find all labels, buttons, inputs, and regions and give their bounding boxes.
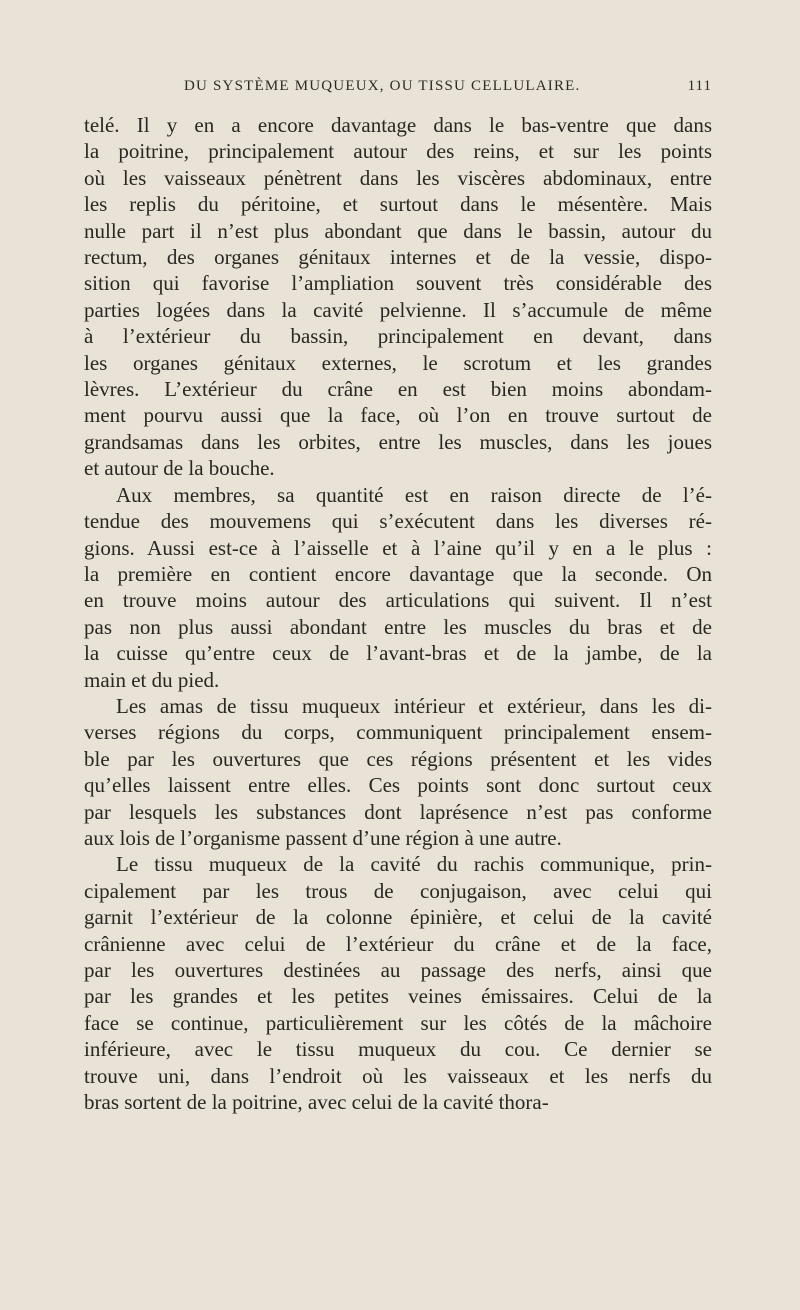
paragraph bbox=[84, 693, 712, 851]
text-line: tendue des mouvemens qui s’exécutent dans les diverses ré- bbox=[84, 509, 712, 534]
text-line: nulle part il n’est plus abondant que dans le bassin, autour du bbox=[84, 218, 712, 243]
text-line: verses régions du corps, communiquent principalement ensem- bbox=[84, 720, 712, 745]
text-line: Aux membres, sa quantité est en raison directe de l’é- bbox=[116, 482, 712, 507]
text-line: par les ouvertures destinées au passage des nerfs, ainsi que bbox=[84, 958, 712, 982]
text-line: les replis du péritoine, et surtout dans le mésentère. Mais bbox=[84, 192, 712, 217]
text-line: crânienne avec celui de l’extérieur du crâne et de la face, bbox=[84, 931, 712, 956]
text-line: et autour de la bouche. bbox=[84, 456, 275, 481]
text-line: la cuisse qu’entre ceux de l’avant-bras et de la jambe, de la bbox=[84, 641, 712, 666]
text-line: sition qui favorise l’ampliation souvent très considérable des bbox=[84, 271, 712, 296]
text-line: cipalement par les trous de conjugaison, avec celui qui bbox=[84, 878, 712, 903]
text-line: les organes génitaux externes, le scrotum et les grandes bbox=[84, 350, 712, 375]
text-line: ment pourvu aussi que la face, où l’on en trouve surtout de bbox=[84, 403, 712, 428]
text-line: face se continue, particulièrement sur les côtés de la mâchoire bbox=[84, 1010, 712, 1035]
text-line: où les vaisseaux pénètrent dans les viscères abdominaux, entre bbox=[84, 165, 712, 190]
page-header bbox=[84, 78, 712, 102]
text-line: lèvres. L’extérieur du crâne en est bien moins abondam- bbox=[84, 377, 712, 402]
text-line: main et du pied. bbox=[84, 667, 220, 692]
running-head: DU SYSTÈME MUQUEUX, OU TISSU CELLULAIRE. bbox=[184, 78, 581, 94]
text-line: garnit l’extérieur de la colonne épinière, et celui de la cavité bbox=[84, 905, 712, 930]
text-line: la poitrine, principalement autour des reins, et sur les points bbox=[84, 139, 712, 164]
body-text bbox=[84, 112, 712, 1115]
text-line: parties logées dans la cavité pelvienne. Il s’accumule de même bbox=[84, 297, 712, 322]
text-line: la première en contient encore davantage que la seconde. On bbox=[84, 561, 712, 586]
text-line: gions. Aussi est-ce à l’aisselle et à l’aine qu’il y en a le plus : bbox=[84, 535, 712, 560]
paragraph bbox=[84, 851, 712, 1115]
text-line: rectum, des organes génitaux internes et de la vessie, dispo- bbox=[84, 245, 712, 270]
text-line: inférieure, avec le tissu muqueux du cou. Ce dernier se bbox=[84, 1037, 712, 1062]
text-line: trouve uni, dans l’endroit où les vaisseaux et les nerfs du bbox=[84, 1063, 712, 1088]
text-line: bras sortent de la poitrine, avec celui de la cavité thora- bbox=[84, 1090, 549, 1115]
page-number: 111 bbox=[687, 78, 712, 94]
text-line: à l’extérieur du bassin, principalement en devant, dans bbox=[84, 324, 712, 349]
text-line: telé. Il y en a encore davantage dans le bas-ventre que dans bbox=[84, 113, 712, 137]
text-line: Le tissu muqueux de la cavité du rachis communique, prin- bbox=[116, 852, 712, 877]
paragraph bbox=[84, 482, 712, 693]
text-line: en trouve moins autour des articulations qui suivent. Il n’est bbox=[84, 588, 712, 613]
text-line: qu’elles laissent entre elles. Ces points sont donc surtout ceux bbox=[84, 773, 712, 798]
text-line: par les grandes et les petites veines émissaires. Celui de la bbox=[84, 984, 712, 1009]
paragraph bbox=[84, 112, 712, 482]
text-line: par lesquels les substances dont laprésence n’est pas conforme bbox=[84, 799, 712, 824]
text-line: Les amas de tissu muqueux intérieur et extérieur, dans les di- bbox=[116, 693, 712, 718]
text-line: pas non plus aussi abondant entre les muscles du bras et de bbox=[84, 614, 712, 639]
text-line: aux lois de l’organisme passent d’une région à une autre. bbox=[84, 825, 562, 850]
text-line: grandsamas dans les orbites, entre les muscles, dans les joues bbox=[84, 429, 712, 454]
text-line: ble par les ouvertures que ces régions présentent et les vides bbox=[84, 746, 712, 771]
